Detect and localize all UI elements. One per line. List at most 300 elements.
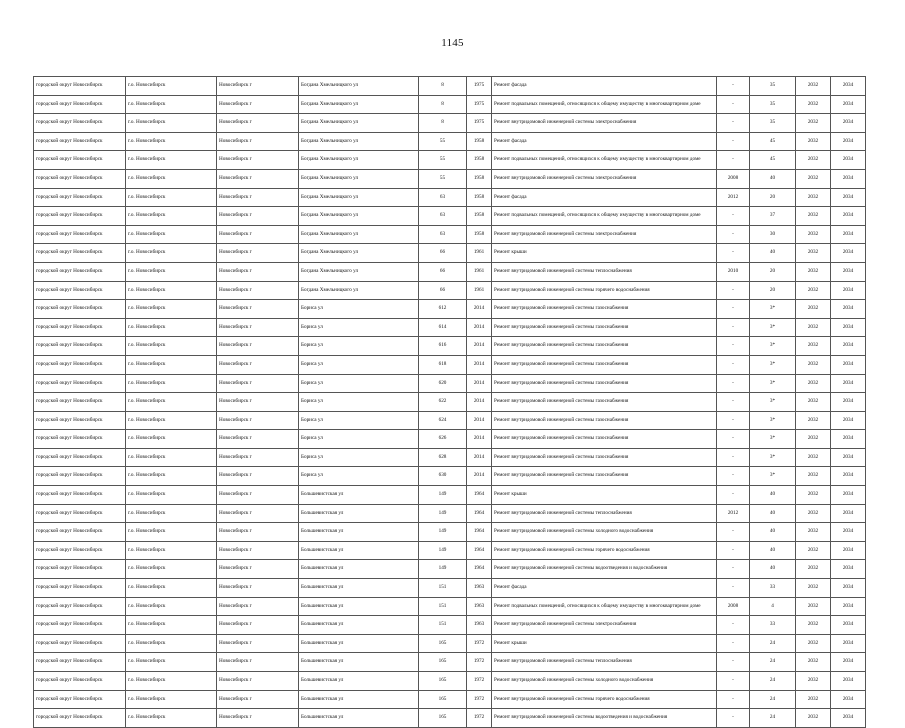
cell-wear-percent: 40 [750,504,796,523]
cell-last-repair-year: - [717,709,750,728]
cell-plan-end-year: 2034 [831,355,866,374]
cell-street: Бориса ул [299,448,419,467]
cell-locality: Новосибирск г [217,579,299,598]
table-row [34,188,866,207]
cell-district: г.о. Новосибирск [126,318,217,337]
cell-year-built: 2014 [467,318,492,337]
table-row [34,634,866,653]
cell-municipality: городской округ Новосибирск [34,486,126,505]
cell-house-number: 628 [419,448,467,467]
cell-plan-start-year: 2032 [796,411,831,430]
cell-plan-end-year: 2034 [831,560,866,579]
cell-wear-percent: 3* [750,300,796,319]
cell-plan-end-year: 2034 [831,337,866,356]
register-table [33,76,866,728]
table-row [34,523,866,542]
cell-house-number: 55 [419,169,467,188]
cell-work-type: Ремонт крыши [492,634,717,653]
cell-last-repair-year: - [717,318,750,337]
cell-plan-start-year: 2032 [796,355,831,374]
cell-locality: Новосибирск г [217,132,299,151]
cell-wear-percent: 40 [750,541,796,560]
cell-work-type: Ремонт подвальных помещений, относящихся к общему имуществу в многоквартирном доме [492,597,717,616]
cell-work-type: Ремонт внутридомовой инженерной системы газоснабжения [492,337,717,356]
cell-last-repair-year: - [717,411,750,430]
cell-wear-percent: 4 [750,597,796,616]
cell-work-type: Ремонт внутридомовой инженерной системы холодного водоснабжения [492,523,717,542]
cell-plan-start-year: 2032 [796,114,831,133]
table-row [34,411,866,430]
cell-locality: Новосибирск г [217,77,299,96]
cell-locality: Новосибирск г [217,207,299,226]
cell-wear-percent: 37 [750,207,796,226]
cell-plan-end-year: 2034 [831,114,866,133]
register-table-body [34,77,866,728]
cell-wear-percent: 3* [750,318,796,337]
cell-wear-percent: 3* [750,448,796,467]
cell-municipality: городской округ Новосибирск [34,523,126,542]
cell-wear-percent: 40 [750,523,796,542]
cell-house-number: 151 [419,579,467,598]
table-row [34,672,866,691]
cell-locality: Новосибирск г [217,634,299,653]
cell-work-type: Ремонт внутридомовой инженерной системы газоснабжения [492,467,717,486]
cell-plan-start-year: 2032 [796,672,831,691]
cell-plan-end-year: 2034 [831,77,866,96]
cell-locality: Новосибирск г [217,262,299,281]
cell-house-number: 616 [419,337,467,356]
cell-last-repair-year: - [717,634,750,653]
cell-wear-percent: 40 [750,244,796,263]
table-row [34,597,866,616]
cell-year-built: 1964 [467,541,492,560]
cell-plan-end-year: 2034 [831,318,866,337]
cell-locality: Новосибирск г [217,300,299,319]
cell-house-number: 165 [419,634,467,653]
cell-work-type: Ремонт внутридомовой инженерной системы газоснабжения [492,300,717,319]
cell-municipality: городской округ Новосибирск [34,430,126,449]
cell-locality: Новосибирск г [217,541,299,560]
table-row [34,318,866,337]
cell-street: Большевистская ул [299,560,419,579]
cell-year-built: 1963 [467,579,492,598]
cell-locality: Новосибирск г [217,169,299,188]
cell-municipality: городской округ Новосибирск [34,616,126,635]
cell-street: Бориса ул [299,430,419,449]
cell-year-built: 1964 [467,486,492,505]
cell-plan-end-year: 2034 [831,95,866,114]
cell-wear-percent: 24 [750,709,796,728]
cell-house-number: 151 [419,597,467,616]
cell-plan-start-year: 2032 [796,541,831,560]
cell-plan-start-year: 2032 [796,169,831,188]
cell-street: Богдана Хмельницкого ул [299,207,419,226]
cell-year-built: 2014 [467,411,492,430]
cell-house-number: 626 [419,430,467,449]
cell-district: г.о. Новосибирск [126,281,217,300]
cell-municipality: городской округ Новосибирск [34,709,126,728]
cell-work-type: Ремонт подвальных помещений, относящихся к общему имуществу в многоквартирном доме [492,207,717,226]
cell-year-built: 1961 [467,244,492,263]
cell-last-repair-year: 2012 [717,504,750,523]
cell-plan-end-year: 2034 [831,504,866,523]
cell-municipality: городской округ Новосибирск [34,393,126,412]
cell-year-built: 1975 [467,95,492,114]
cell-work-type: Ремонт внутридомовой инженерной системы газоснабжения [492,374,717,393]
table-row [34,560,866,579]
cell-last-repair-year: 2008 [717,169,750,188]
table-row [34,355,866,374]
cell-wear-percent: 35 [750,95,796,114]
cell-plan-end-year: 2034 [831,634,866,653]
cell-municipality: городской округ Новосибирск [34,318,126,337]
cell-year-built: 1961 [467,281,492,300]
cell-last-repair-year: - [717,616,750,635]
cell-municipality: городской округ Новосибирск [34,541,126,560]
cell-district: г.о. Новосибирск [126,430,217,449]
cell-last-repair-year: - [717,579,750,598]
table-row [34,207,866,226]
cell-house-number: 151 [419,616,467,635]
cell-district: г.о. Новосибирск [126,579,217,598]
cell-last-repair-year: - [717,541,750,560]
table-row [34,393,866,412]
cell-year-built: 2014 [467,448,492,467]
cell-street: Бориса ул [299,300,419,319]
cell-street: Большевистская ул [299,597,419,616]
cell-plan-start-year: 2032 [796,504,831,523]
cell-street: Богдана Хмельницкого ул [299,169,419,188]
cell-locality: Новосибирск г [217,709,299,728]
table-row [34,616,866,635]
cell-work-type: Ремонт фасада [492,579,717,598]
cell-plan-end-year: 2034 [831,597,866,616]
cell-plan-start-year: 2032 [796,151,831,170]
cell-work-type: Ремонт внутридомовой инженерной системы горячего водоснабжения [492,281,717,300]
cell-last-repair-year: - [717,486,750,505]
cell-municipality: городской округ Новосибирск [34,207,126,226]
cell-year-built: 2014 [467,300,492,319]
cell-work-type: Ремонт фасада [492,77,717,96]
cell-district: г.о. Новосибирск [126,337,217,356]
cell-plan-start-year: 2032 [796,225,831,244]
cell-year-built: 1958 [467,207,492,226]
cell-wear-percent: 3* [750,411,796,430]
cell-plan-end-year: 2034 [831,225,866,244]
cell-wear-percent: 33 [750,616,796,635]
cell-locality: Новосибирск г [217,95,299,114]
cell-year-built: 1958 [467,132,492,151]
cell-last-repair-year: - [717,523,750,542]
cell-district: г.о. Новосибирск [126,244,217,263]
cell-last-repair-year: - [717,281,750,300]
cell-house-number: 55 [419,151,467,170]
cell-last-repair-year: - [717,244,750,263]
cell-work-type: Ремонт внутридомовой инженерной системы водоотведения и водоснабжения [492,560,717,579]
table-row [34,151,866,170]
cell-street: Богдана Хмельницкого ул [299,262,419,281]
cell-wear-percent: 3* [750,337,796,356]
cell-district: г.о. Новосибирск [126,597,217,616]
cell-last-repair-year: - [717,337,750,356]
cell-street: Большевистская ул [299,634,419,653]
cell-work-type: Ремонт внутридомовой инженерной системы электроснабжения [492,114,717,133]
cell-last-repair-year: - [717,95,750,114]
cell-municipality: городской округ Новосибирск [34,188,126,207]
table-row [34,132,866,151]
cell-house-number: 165 [419,653,467,672]
cell-last-repair-year: - [717,690,750,709]
cell-district: г.о. Новосибирск [126,690,217,709]
cell-house-number: 149 [419,486,467,505]
cell-last-repair-year: - [717,132,750,151]
table-row [34,225,866,244]
cell-plan-end-year: 2034 [831,486,866,505]
cell-wear-percent: 3* [750,467,796,486]
cell-district: г.о. Новосибирск [126,207,217,226]
cell-house-number: 630 [419,467,467,486]
cell-year-built: 1958 [467,188,492,207]
cell-plan-start-year: 2032 [796,188,831,207]
cell-wear-percent: 3* [750,393,796,412]
cell-locality: Новосибирск г [217,430,299,449]
cell-plan-end-year: 2034 [831,262,866,281]
cell-house-number: 8 [419,77,467,96]
cell-district: г.о. Новосибирск [126,77,217,96]
cell-work-type: Ремонт фасада [492,132,717,151]
cell-house-number: 165 [419,709,467,728]
cell-work-type: Ремонт внутридомовой инженерной системы газоснабжения [492,411,717,430]
cell-municipality: городской округ Новосибирск [34,411,126,430]
cell-work-type: Ремонт внутридомовой инженерной системы газоснабжения [492,393,717,412]
cell-last-repair-year: - [717,374,750,393]
cell-plan-start-year: 2032 [796,207,831,226]
cell-house-number: 614 [419,318,467,337]
cell-district: г.о. Новосибирск [126,188,217,207]
cell-district: г.о. Новосибирск [126,262,217,281]
cell-municipality: городской округ Новосибирск [34,597,126,616]
cell-wear-percent: 24 [750,634,796,653]
cell-district: г.о. Новосибирск [126,374,217,393]
cell-street: Большевистская ул [299,653,419,672]
cell-street: Бориса ул [299,393,419,412]
cell-municipality: городской округ Новосибирск [34,504,126,523]
cell-plan-start-year: 2032 [796,77,831,96]
cell-house-number: 63 [419,207,467,226]
table-row [34,467,866,486]
cell-plan-end-year: 2034 [831,672,866,691]
cell-street: Богдана Хмельницкого ул [299,95,419,114]
cell-year-built: 1975 [467,114,492,133]
cell-plan-start-year: 2032 [796,95,831,114]
cell-plan-end-year: 2034 [831,132,866,151]
cell-district: г.о. Новосибирск [126,225,217,244]
cell-street: Большевистская ул [299,541,419,560]
cell-district: г.о. Новосибирск [126,132,217,151]
cell-house-number: 624 [419,411,467,430]
table-row [34,281,866,300]
cell-work-type: Ремонт внутридомовой инженерной системы водоотведения и водоснабжения [492,709,717,728]
cell-last-repair-year: - [717,430,750,449]
cell-locality: Новосибирск г [217,504,299,523]
cell-locality: Новосибирск г [217,374,299,393]
cell-year-built: 2014 [467,355,492,374]
cell-locality: Новосибирск г [217,188,299,207]
cell-house-number: 55 [419,132,467,151]
cell-plan-start-year: 2032 [796,653,831,672]
cell-municipality: городской округ Новосибирск [34,337,126,356]
cell-plan-end-year: 2034 [831,523,866,542]
cell-locality: Новосибирск г [217,653,299,672]
cell-plan-start-year: 2032 [796,337,831,356]
table-row [34,486,866,505]
cell-plan-start-year: 2032 [796,486,831,505]
cell-plan-end-year: 2034 [831,207,866,226]
cell-year-built: 1975 [467,77,492,96]
cell-locality: Новосибирск г [217,486,299,505]
cell-work-type: Ремонт внутридомовой инженерной системы газоснабжения [492,355,717,374]
cell-work-type: Ремонт внутридомовой инженерной системы газоснабжения [492,448,717,467]
cell-locality: Новосибирск г [217,560,299,579]
cell-year-built: 2014 [467,467,492,486]
cell-plan-start-year: 2032 [796,597,831,616]
cell-district: г.о. Новосибирск [126,486,217,505]
cell-street: Бориса ул [299,355,419,374]
cell-plan-end-year: 2034 [831,300,866,319]
cell-street: Богдана Хмельницкого ул [299,151,419,170]
cell-municipality: городской округ Новосибирск [34,77,126,96]
cell-work-type: Ремонт внутридомовой инженерной системы электроснабжения [492,616,717,635]
table-row [34,374,866,393]
cell-plan-start-year: 2032 [796,616,831,635]
cell-district: г.о. Новосибирск [126,151,217,170]
cell-plan-end-year: 2034 [831,151,866,170]
cell-plan-end-year: 2034 [831,579,866,598]
cell-locality: Новосибирск г [217,597,299,616]
table-row [34,448,866,467]
cell-work-type: Ремонт внутридомовой инженерной системы газоснабжения [492,318,717,337]
cell-year-built: 1964 [467,560,492,579]
cell-house-number: 622 [419,393,467,412]
cell-municipality: городской округ Новосибирск [34,374,126,393]
cell-house-number: 149 [419,560,467,579]
cell-year-built: 2014 [467,374,492,393]
cell-street: Бориса ул [299,337,419,356]
cell-house-number: 66 [419,262,467,281]
cell-locality: Новосибирск г [217,672,299,691]
cell-municipality: городской округ Новосибирск [34,151,126,170]
cell-wear-percent: 45 [750,132,796,151]
cell-house-number: 149 [419,541,467,560]
cell-district: г.о. Новосибирск [126,634,217,653]
cell-last-repair-year: - [717,77,750,96]
cell-plan-start-year: 2032 [796,523,831,542]
cell-wear-percent: 33 [750,579,796,598]
cell-year-built: 1958 [467,151,492,170]
cell-plan-start-year: 2032 [796,244,831,263]
cell-municipality: городской округ Новосибирск [34,448,126,467]
cell-work-type: Ремонт внутридомовой инженерной системы горячего водоснабжения [492,541,717,560]
cell-last-repair-year: - [717,151,750,170]
cell-plan-end-year: 2034 [831,616,866,635]
cell-street: Большевистская ул [299,616,419,635]
cell-plan-end-year: 2034 [831,541,866,560]
cell-locality: Новосибирск г [217,281,299,300]
cell-street: Большевистская ул [299,709,419,728]
cell-year-built: 1958 [467,169,492,188]
cell-last-repair-year: - [717,448,750,467]
cell-district: г.о. Новосибирск [126,355,217,374]
cell-street: Большевистская ул [299,672,419,691]
cell-year-built: 2014 [467,393,492,412]
table-row [34,114,866,133]
cell-wear-percent: 24 [750,690,796,709]
cell-wear-percent: 35 [750,114,796,133]
cell-plan-end-year: 2034 [831,188,866,207]
cell-municipality: городской округ Новосибирск [34,95,126,114]
cell-district: г.о. Новосибирск [126,709,217,728]
cell-locality: Новосибирск г [217,337,299,356]
cell-plan-end-year: 2034 [831,709,866,728]
cell-year-built: 2014 [467,430,492,449]
cell-work-type: Ремонт внутридомовой инженерной системы электроснабжения [492,225,717,244]
cell-wear-percent: 24 [750,672,796,691]
table-row [34,244,866,263]
cell-plan-start-year: 2032 [796,132,831,151]
cell-work-type: Ремонт фасада [492,188,717,207]
cell-last-repair-year: 2012 [717,188,750,207]
cell-year-built: 1961 [467,262,492,281]
cell-house-number: 63 [419,188,467,207]
cell-wear-percent: 30 [750,225,796,244]
cell-street: Большевистская ул [299,690,419,709]
cell-district: г.о. Новосибирск [126,169,217,188]
cell-house-number: 165 [419,672,467,691]
cell-locality: Новосибирск г [217,318,299,337]
cell-district: г.о. Новосибирск [126,653,217,672]
cell-street: Бориса ул [299,374,419,393]
cell-house-number: 149 [419,523,467,542]
table-row [34,300,866,319]
cell-plan-end-year: 2034 [831,281,866,300]
cell-municipality: городской округ Новосибирск [34,281,126,300]
cell-municipality: городской округ Новосибирск [34,114,126,133]
table-row [34,430,866,449]
cell-plan-end-year: 2034 [831,374,866,393]
cell-district: г.о. Новосибирск [126,393,217,412]
cell-municipality: городской округ Новосибирск [34,355,126,374]
table-row [34,95,866,114]
cell-last-repair-year: 2008 [717,597,750,616]
cell-municipality: городской округ Новосибирск [34,467,126,486]
cell-work-type: Ремонт крыши [492,244,717,263]
cell-street: Большевистская ул [299,486,419,505]
cell-work-type: Ремонт внутридомовой инженерной системы теплоснабжения [492,653,717,672]
cell-locality: Новосибирск г [217,411,299,430]
cell-work-type: Ремонт внутридомовой инженерной системы теплоснабжения [492,262,717,281]
cell-street: Богдана Хмельницкого ул [299,225,419,244]
cell-wear-percent: 3* [750,430,796,449]
cell-last-repair-year: - [717,207,750,226]
cell-locality: Новосибирск г [217,225,299,244]
cell-district: г.о. Новосибирск [126,95,217,114]
cell-wear-percent: 35 [750,77,796,96]
cell-plan-start-year: 2032 [796,393,831,412]
cell-district: г.о. Новосибирск [126,560,217,579]
cell-last-repair-year: - [717,560,750,579]
cell-wear-percent: 40 [750,560,796,579]
cell-house-number: 8 [419,114,467,133]
